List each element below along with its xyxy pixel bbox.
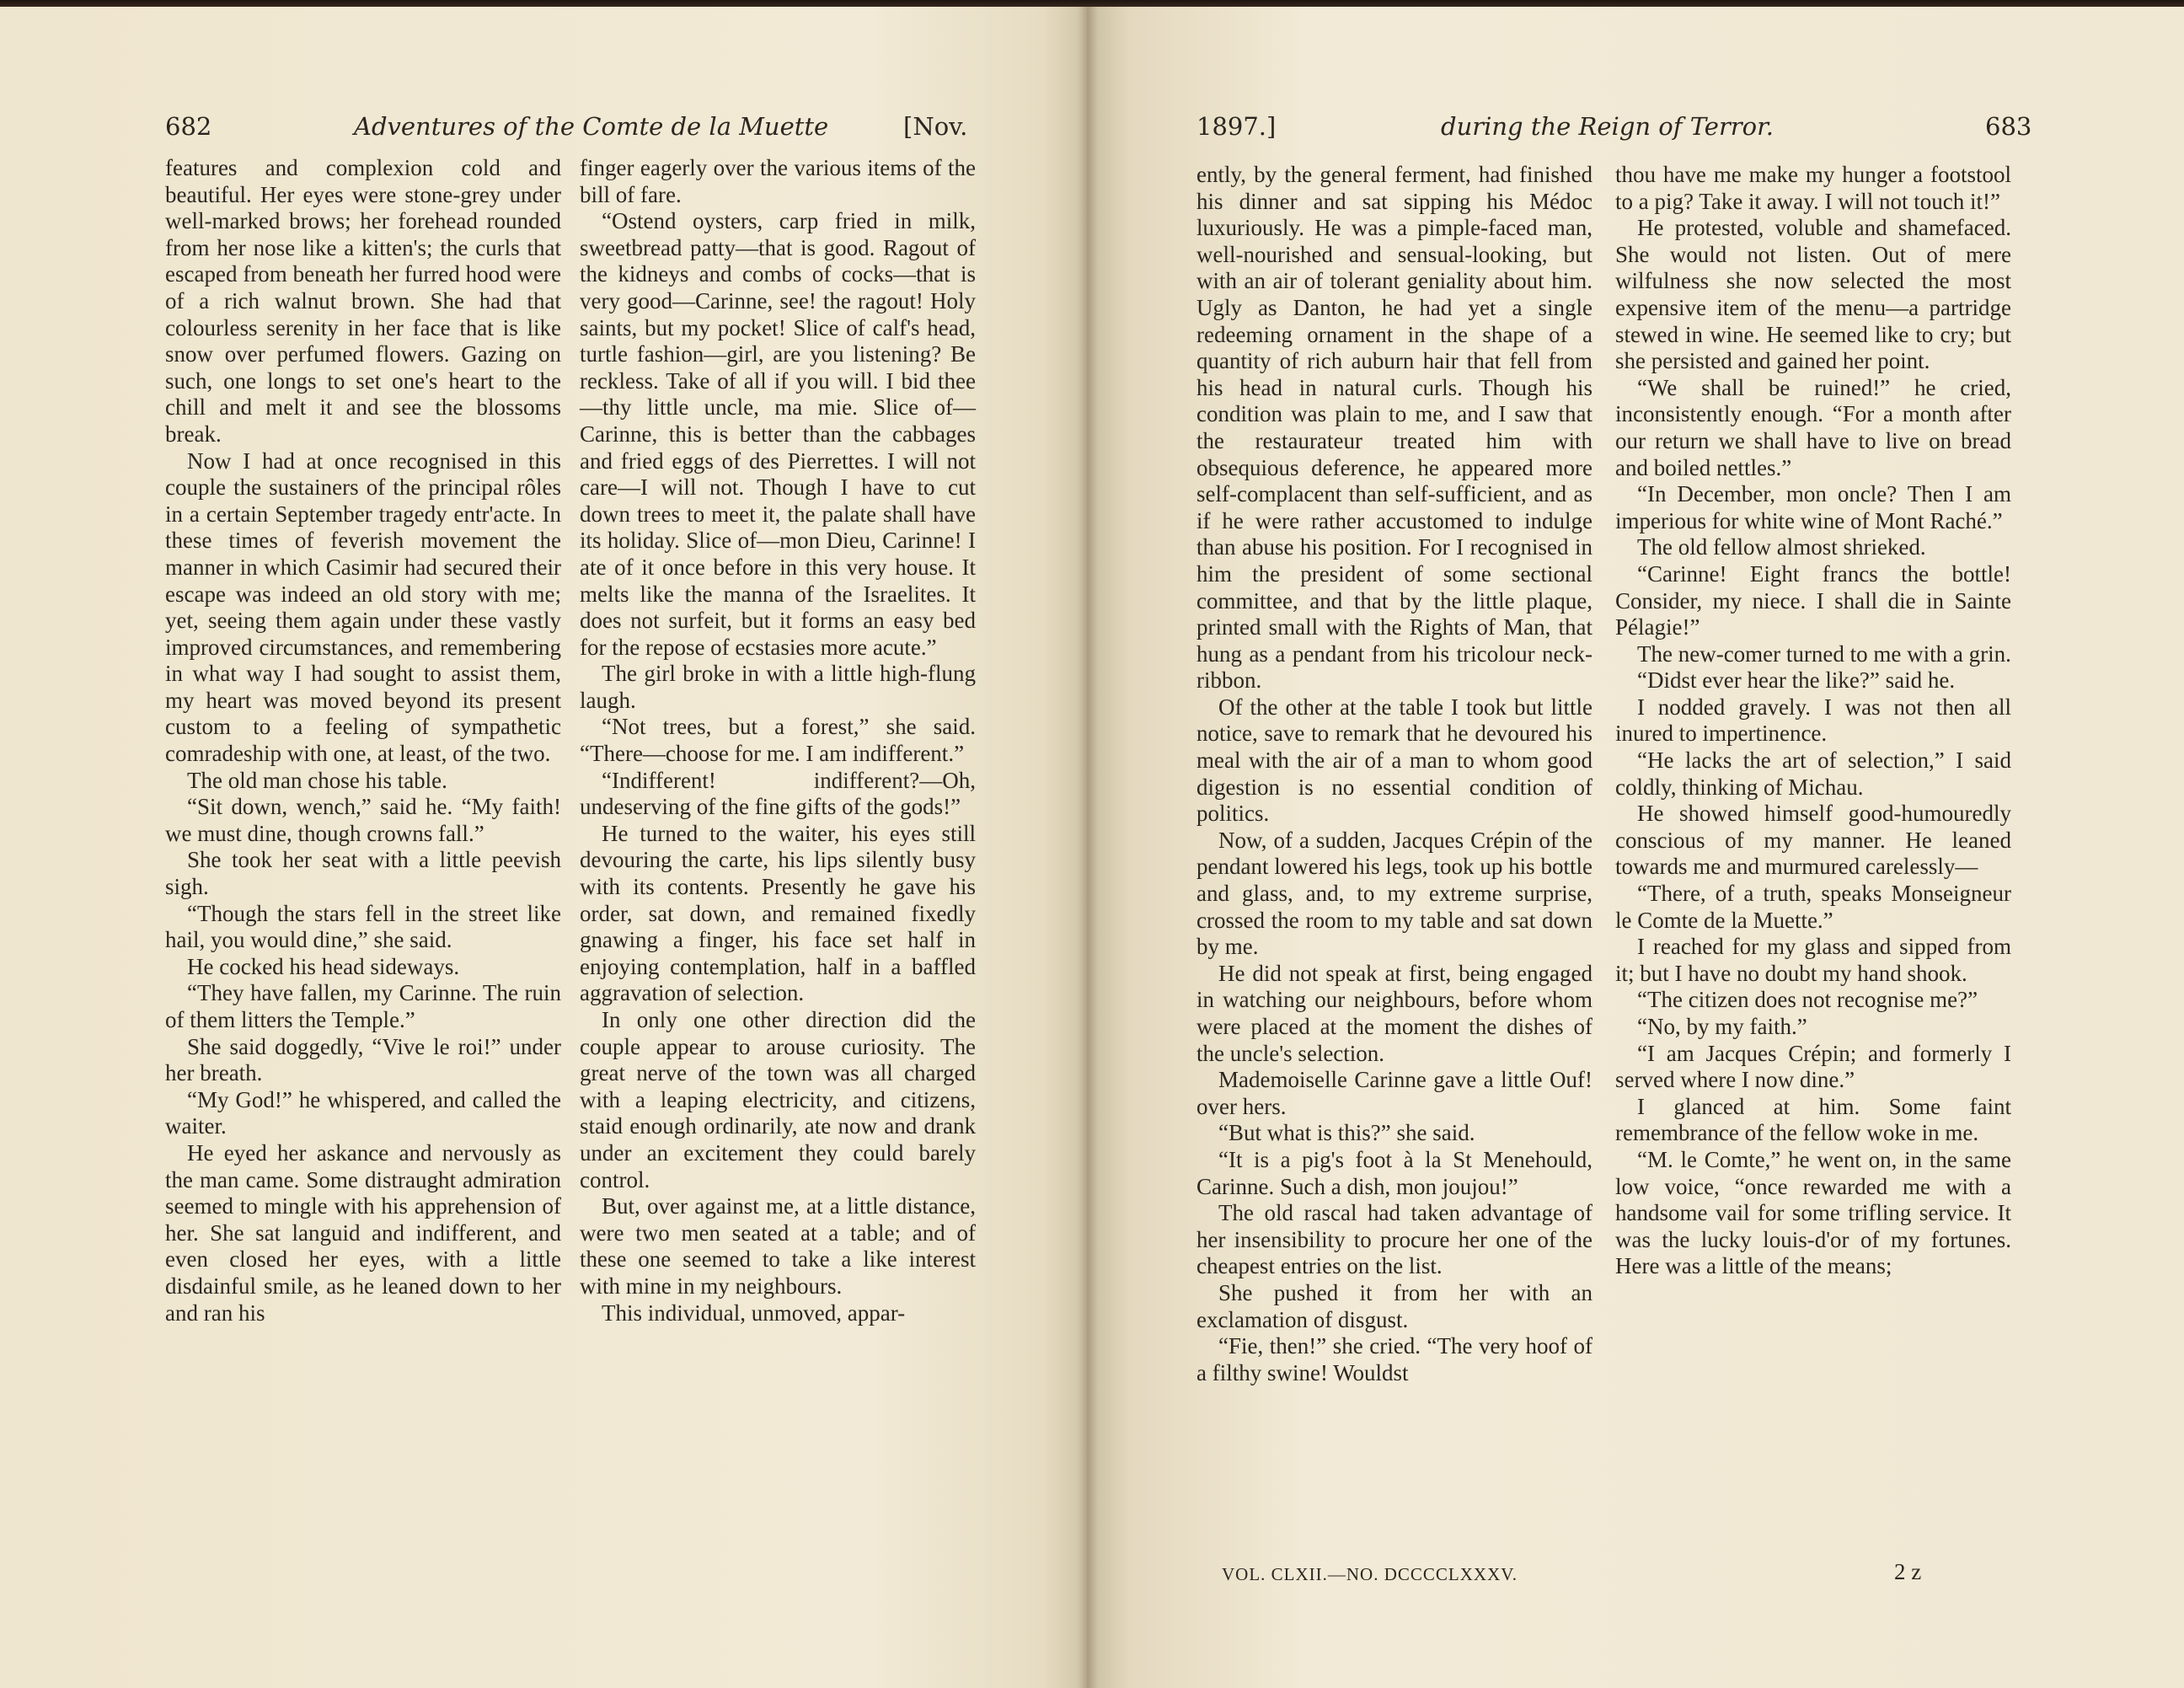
left-page-number: 682 bbox=[165, 112, 212, 141]
paragraph: “Not trees, but a forest,” she said. “There—choose for me. I am indifferent.” bbox=[580, 714, 976, 767]
paragraph: “They have fallen, my Carinne. The ruin of them litters the Temple.” bbox=[165, 980, 561, 1032]
paragraph: “Though the stars fell in the street like hail, you would dine,” she said. bbox=[165, 900, 561, 953]
left-header-month: [Nov. bbox=[903, 112, 968, 141]
paragraph: “Sit down, wench,” said he. “My faith! we must dine, though crowns fall.” bbox=[165, 794, 561, 846]
paragraph: Now, of a sudden, Jacques Crépin of the pendant lowered his legs, took up his bottle and glass, and, to my extreme surprise, crossed the room to my table and sat down by me. bbox=[1196, 827, 1592, 960]
paragraph: “He lacks the art of selection,” I said coldly, thinking of Michau. bbox=[1615, 748, 2011, 800]
paragraph: I reached for my glass and sipped from it; but I have no doubt my hand shook. bbox=[1615, 934, 2011, 986]
paragraph: The old rascal had taken advantage of her insensibility to procure her one of the cheapest entries on the list. bbox=[1196, 1200, 1592, 1279]
paragraph: He eyed her askance and nervously as the man came. Some distraught admiration seemed to mingle with his apprehension of her. She sat languid and indifferent, and even closed her eyes, with a little disdainful smile, as he leaned down to her and ran his bbox=[165, 1139, 561, 1326]
paragraph: “Didst ever hear the like?” said he. bbox=[1637, 667, 1956, 694]
paragraph: He showed himself good-humouredly conscious of my manner. He leaned towards me and murmured carelessly— bbox=[1615, 801, 2011, 880]
right-column-1 bbox=[1196, 162, 1592, 1386]
paragraph: I nodded gravely. I was not then all inured to impertinence. bbox=[1615, 694, 2011, 747]
paragraph: The girl broke in with a little high-flung laugh. bbox=[580, 661, 976, 713]
paragraph: Of the other at the table I took but little notice, save to remark that he devoured his meal with the air of a man to whom good digestion is no essential condition of politics. bbox=[1196, 694, 1592, 827]
paragraph: “M. le Comte,” he went on, in the same low voice, “once rewarded me with a handsome vail for some trifling service. It was the lucky louis-d'or of my fortunes. Here was a little of the means; bbox=[1615, 1146, 2011, 1279]
left-column-2 bbox=[580, 155, 976, 1326]
paragraph: “No, by my faith.” bbox=[1637, 1014, 1807, 1039]
paragraph: He cocked his head sideways. bbox=[187, 953, 460, 979]
paragraph: “My God!” he whispered, and called the waiter. bbox=[165, 1086, 561, 1139]
paragraph: “There, of a truth, speaks Monseigneur le Comte de la Muette.” bbox=[1615, 881, 2011, 933]
paragraph: In only one other direction did the couple appear to arouse curiosity. The great nerve of the town was all charged with a leaping electricity, and citizens, staid enough ordinarily, ate now and drank under an excitement they could barely control. bbox=[580, 1007, 976, 1192]
right-page-number: 683 bbox=[1985, 112, 2032, 141]
paragraph: ently, by the general ferment, had finished his dinner and sat sipping his Médoc luxuriously. He was a pimple-faced man, well-nourished and sensual-looking, but with an air of tolerant geniality about him. Ugly as Danton, he had yet a single redeeming ornament in the shape of a quantity of rich auburn hair that fell from his head in natural curls. Though his condition was plain to me, and I saw that the restaurateur treated him with obsequious deference, he appeared more self-complacent than self-sufficient, and as if he were rather accustomed to indulge than abuse his position. For I recognised in him the president of some sectional committee, and that by the little plaque, printed small with the Rights of Man, that hung as a pendant from his tricolour neck-ribbon. bbox=[1196, 162, 1592, 694]
paragraph: “But what is this?” she said. bbox=[1218, 1120, 1475, 1146]
paragraph: “Carinne! Eight francs the bottle! Consider, my niece. I shall die in Sainte Pélagie!” bbox=[1615, 560, 2011, 640]
paragraph: “In December, mon oncle? Then I am imperious for white wine of Mont Raché.” bbox=[1615, 481, 2011, 533]
paragraph: “It is a pig's foot à la St Menehould, Carinne. Such a dish, mon joujou!” bbox=[1196, 1146, 1592, 1199]
right-page bbox=[1087, 7, 2184, 1688]
paragraph: “I am Jacques Crépin; and formerly I served where I now dine.” bbox=[1615, 1040, 2011, 1093]
paragraph: This individual, unmoved, appar- bbox=[602, 1299, 906, 1326]
paragraph: Mademoiselle Carinne gave a little Ouf! over hers. bbox=[1196, 1067, 1592, 1119]
signature-mark: 2 z bbox=[1894, 1559, 1922, 1584]
paragraph: He did not speak at first, being engaged in watching our neighbours, before whom were placed at the moment the dishes of the uncle's selection. bbox=[1196, 960, 1592, 1066]
paragraph: finger eagerly over the various items of the bill of fare. bbox=[580, 155, 976, 207]
right-header-year: 1897.] bbox=[1196, 112, 1277, 141]
right-running-title: during the Reign of Terror. bbox=[1441, 112, 1774, 141]
book-spread bbox=[0, 7, 2184, 1688]
paragraph: He turned to the waiter, his eyes still devouring the carte, his lips silently busy with its contents. Presently he gave his order, sat down, and remained fixedly gnawing a finger, his face set half in enjoying contemplation, half in a baffled aggravation of selection. bbox=[580, 820, 976, 1006]
left-running-header bbox=[0, 108, 1087, 145]
paragraph: He protested, voluble and shamefaced. She would not listen. Out of mere wilfulness she now selected the most expensive item of the menu—a partridge stewed in wine. He seemed like to cry; but she persisted and gained her point. bbox=[1615, 215, 2011, 374]
book-gutter bbox=[1078, 7, 1098, 1688]
paragraph: The old man chose his table. bbox=[187, 767, 447, 793]
paragraph: But, over against me, at a little distance, were two men seated at a table; and of these one seemed to take a like interest with mine in my neighbours. bbox=[580, 1193, 976, 1299]
paragraph: “Fie, then!” she cried. “The very hoof of a filthy swine! Wouldst bbox=[1196, 1333, 1592, 1385]
left-page bbox=[0, 7, 1087, 1688]
paragraph: “Ostend oysters, carp fried in milk, sweetbread patty—that is good. Ragout of the kidneys and combs of cocks—that is very good—Carinne, see! the ragout! Holy saints, but my pocket! Slice of calf's head, turtle fashion—girl, are you listening? Be reckless. Take of all if you will. I bid thee—thy little uncle, ma mie. Slice of—Carinne, this is better than the cabbages and fried eggs of des Pierrettes. I will not care—I will not. Though I have to cut down trees to meet it, the palate shall have its holiday. Slice of—mon Dieu, Carinne! I ate of it once before in this very house. It melts like the manna of the Israelites. It does not surfeit, but it forms an easy bed for the repose of ecstasies more acute.” bbox=[580, 208, 976, 660]
paragraph: She said doggedly, “Vive le roi!” under her breath. bbox=[165, 1033, 561, 1086]
paragraph: thou have me make my hunger a footstool to a pig? Take it away. I will not touch it!” bbox=[1615, 162, 2011, 214]
left-running-title: Adventures of the Comte de la Muette bbox=[354, 112, 829, 141]
paragraph: The new-comer turned to me with a grin. bbox=[1637, 640, 2011, 667]
paragraph: The old fellow almost shrieked. bbox=[1637, 534, 1926, 560]
paragraph: I glanced at him. Some faint remembrance of the fellow woke in me. bbox=[1615, 1093, 2011, 1146]
paragraph: She pushed it from her with an exclamation of disgust. bbox=[1196, 1279, 1592, 1332]
left-column-1 bbox=[165, 155, 561, 1326]
paragraph: “The citizen does not recognise me?” bbox=[1637, 987, 1978, 1013]
paragraph: “We shall be ruined!” he cried, inconsistently enough. “For a month after our return we shall have to live on bread and boiled nettles.” bbox=[1615, 374, 2011, 480]
right-column-2 bbox=[1615, 162, 2011, 1280]
right-running-header bbox=[1087, 108, 2184, 145]
paragraph: features and complexion cold and beautiful. Her eyes were stone-grey under well-marked brows; her forehead rounded from her nose like a kitten's; the curls that escaped from beneath her furred hood were of a rich walnut brown. She had that colourless serenity in her face that is like snow over perfumed flowers. Gazing on such, one longs to set one's heart to the chill and melt it and see the blossoms break. bbox=[165, 155, 561, 447]
paragraph: “Indifferent! indifferent?—Oh, undeserving of the fine gifts of the gods!” bbox=[580, 767, 976, 820]
paragraph: She took her seat with a little peevish sigh. bbox=[165, 847, 561, 900]
volume-footer: VOL. CLXII.—NO. DCCCCLXXXV. bbox=[1222, 1564, 1518, 1584]
paragraph: Now I had at once recognised in this couple the sustainers of the principal rôles in a certain September tragedy entr'acte. In these times of feverish movement the manner in which Casimir had secured their escape was indeed an old story with me; yet, seeing them again under these vastly improved circumstances, and remembering in what way I had sought to assist them, my heart was moved beyond its present custom to a feeling of sympathetic comradeship with one, at least, of the two. bbox=[165, 447, 561, 767]
